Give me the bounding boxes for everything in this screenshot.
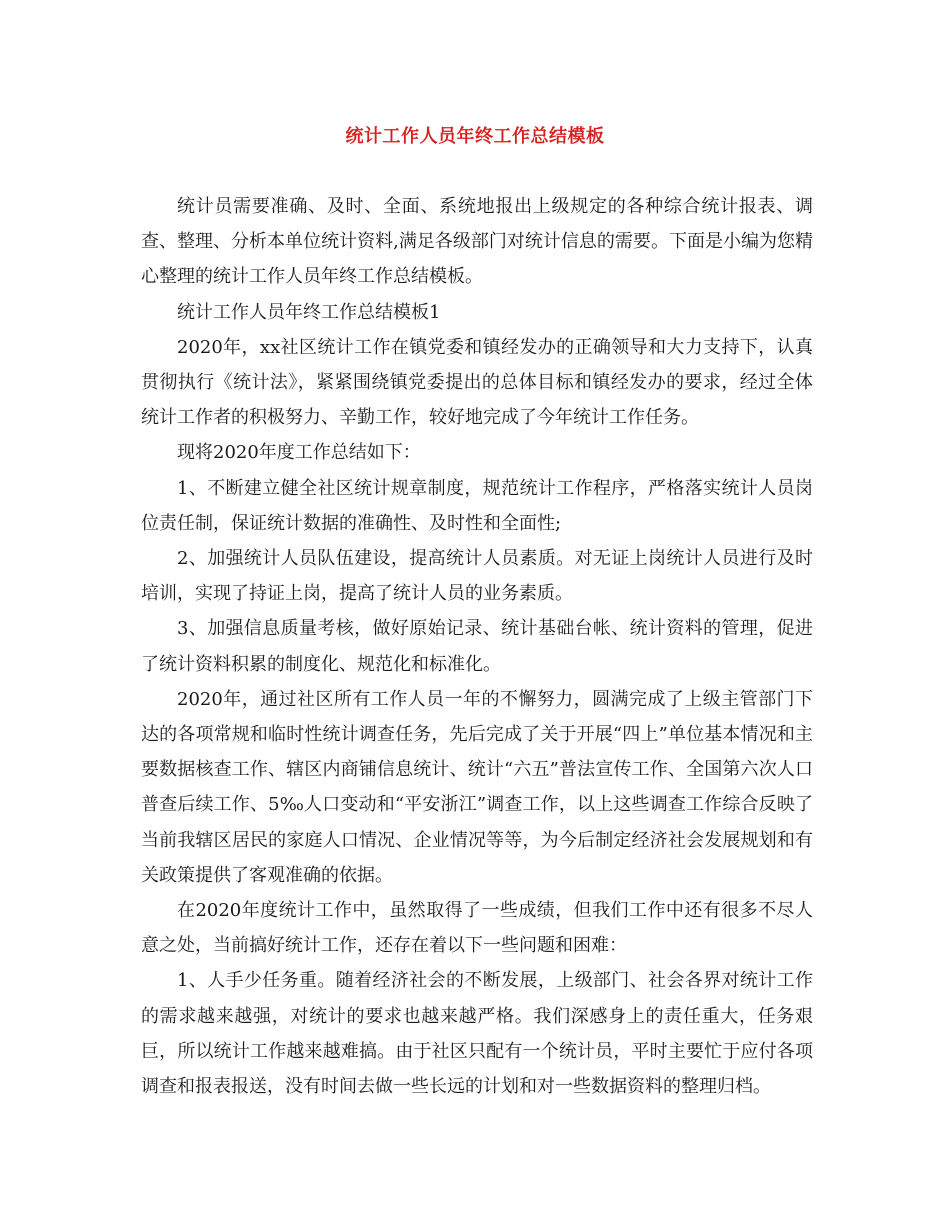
paragraph-intro: 统计员需要准确、及时、全面、系统地报出上级规定的各种综合统计报表、调查、整理、分析本单位统计资料,满足各级部门对统计信息的需要。下面是小编为您精心整理的统计工作人员年终工作总结模板。 <box>141 196 813 288</box>
document-title: 统计工作人员年终工作总结模板 <box>345 126 605 147</box>
paragraph-summary-lead: 现将2020年度工作总结如下： <box>177 442 421 464</box>
paragraph-subtitle: 统计工作人员年终工作总结模板1 <box>177 301 441 323</box>
paragraph-item-1: 1、不断建立健全社区统计规章制度，规范统计工作程序，严格落实统计人员岗位责任制，保证统计数据的准确性、及时性和全面性; <box>141 477 813 534</box>
document-body <box>141 189 813 1104</box>
paragraph-problems-lead: 在2020年度统计工作中，虽然取得了一些成绩，但我们工作中还有很多不尽人意之处，当前搞好统计工作，还存在着以下一些问题和困难： <box>141 900 813 957</box>
paragraph-problem-1: 1、人手少任务重。随着经济社会的不断发展，上级部门、社会各界对统计工作的需求越来越强，对统计的要求也越来越严格。我们深感身上的责任重大，任务艰巨，所以统计工作越来越难搞。由于社区只配有一个统计员，平时主要忙于应付各项调查和报表报送，没有时间去做一些长远的计划和对一些数据资料的整理归档。 <box>141 970 813 1098</box>
paragraph-item-3: 3、加强信息质量考核，做好原始记录、统计基础台帐、统计资料的管理，促进了统计资料积累的制度化、规范化和标准化。 <box>141 618 813 675</box>
paragraph-overview: 2020年，xx社区统计工作在镇党委和镇经发办的正确领导和大力支持下，认真贯彻执行《统计法》，紧紧围绕镇党委提出的总体目标和镇经发办的要求，经过全体统计工作者的积极努力、辛勤工作，较好地完成了今年统计工作任务。 <box>141 336 813 429</box>
paragraph-item-2: 2、加强统计人员队伍建设，提高统计人员素质。对无证上岗统计人员进行及时培训，实现了持证上岗，提高了统计人员的业务素质。 <box>141 548 813 605</box>
paragraph-achievements: 2020年，通过社区所有工作人员一年的不懈努力，圆满完成了上级主管部门下达的各项常规和临时性统计调查任务，先后完成了关于开展“四上”单位基本情况和主要数据核查工作、辖区内商铺信息统计、统计“六五”普法宣传工作、全国第六次人口普查后续工作、5‰人口变动和“平安浙江”调查工作，以上这些调查工作综合反映了当前我辖区居民的家庭人口情况、企业情况等等，为今后制定经济社会发展规划和有关政策提供了客观准确的依据。 <box>141 688 813 886</box>
